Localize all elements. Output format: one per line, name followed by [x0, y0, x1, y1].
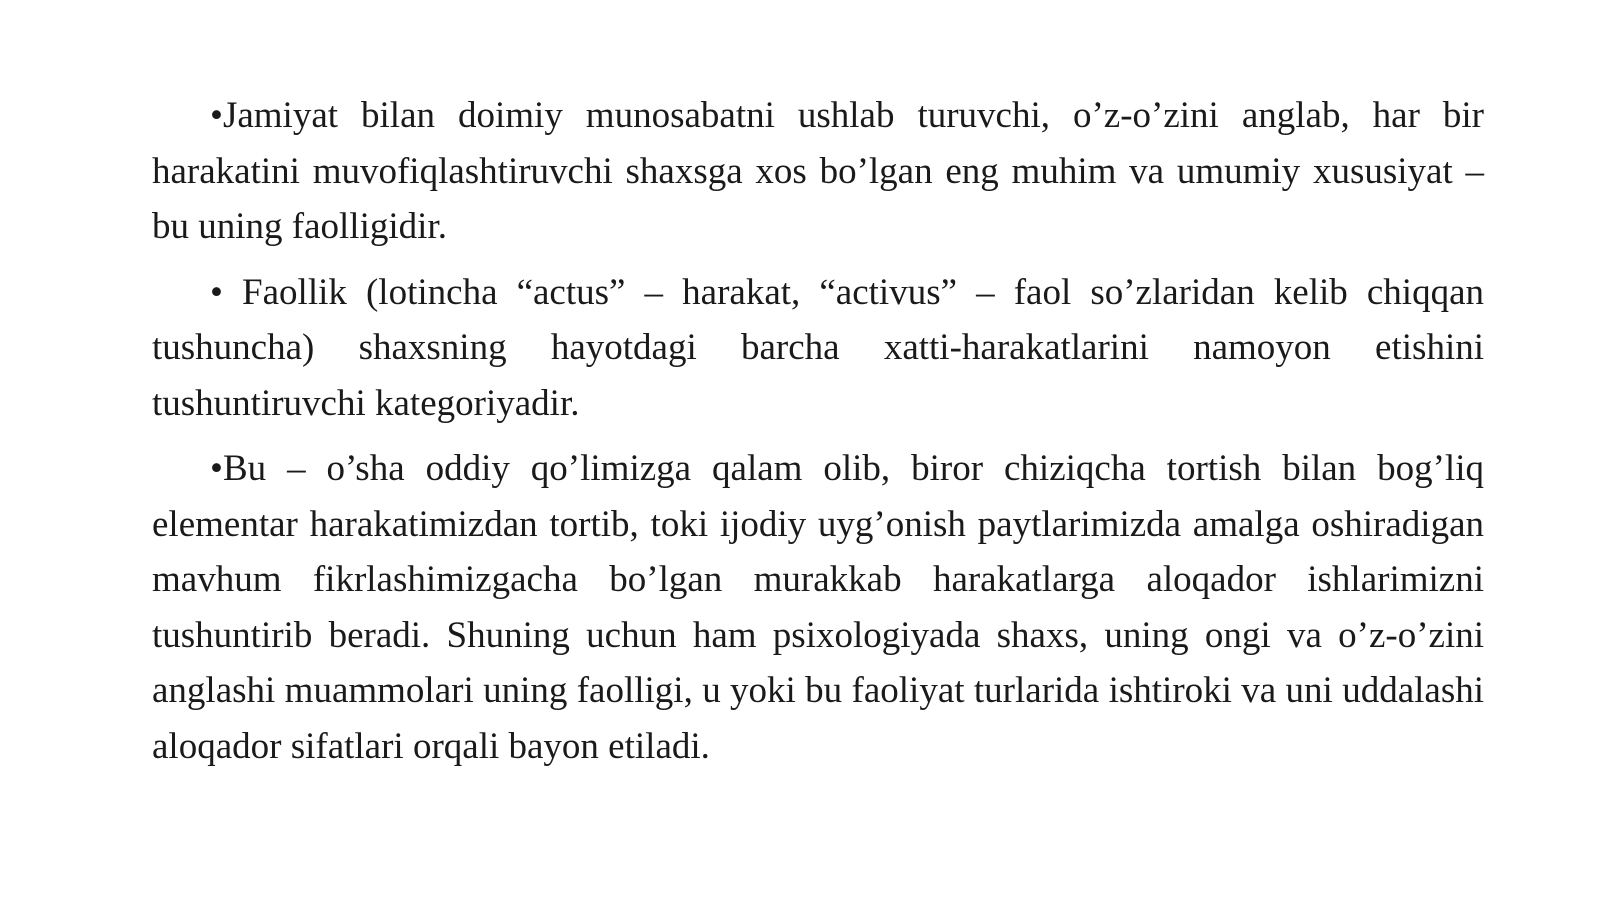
paragraph-3: •Bu – o’sha oddiy qo’limizga qalam olib, biror chiziqcha tortish bilan bog’liq elementar harakatimizdan tortib, toki ijodiy uyg’onish paytlarimizda amalga oshiradigan mavhum fikrlashimizgacha bo’lgan murakkab harakatlarga aloqador ishlarimizni tushuntirib beradi. Shuning uchun ham psixologiyada shaxs, uning ongi va o’z-o’zini anglashi muammolari uning faolligi, u yoki bu faoliyat turlarida ishtiroki va uni uddalashi aloqador sifatlari orqali bayon etiladi. — [152, 448, 1484, 767]
paragraph-2: • Faollik (lotincha “actus” – harakat, “activus” – faol so’zlaridan kelib chiqqan tushuncha) shaxsning hayotdagi barcha xatti-harakatlarini namoyon etishini tushuntiruvchi kategoriyadir. — [152, 271, 1484, 424]
paragraph-1: •Jamiyat bilan doimiy munosabatni ushlab turuvchi, o’z-o’zini anglab, har bir harakatini muvofiqlashtiruvchi shaxsga xos bo’lgan eng muhim va umumiy xususiyat – bu uning faolligidir. — [152, 95, 1484, 247]
slide-body-text — [152, 88, 1484, 784]
